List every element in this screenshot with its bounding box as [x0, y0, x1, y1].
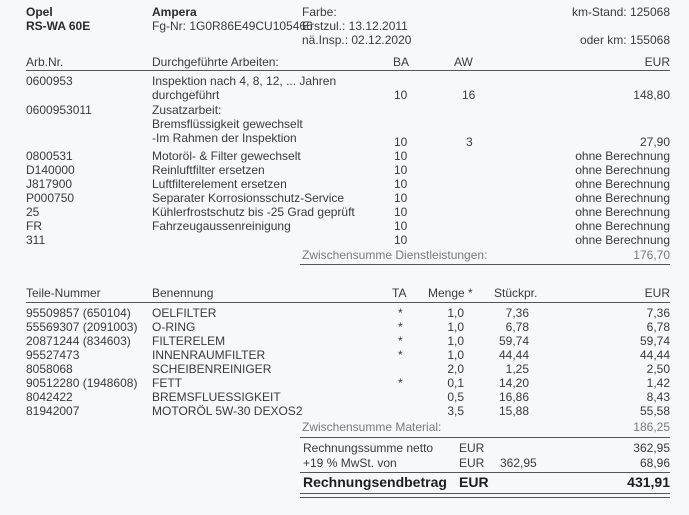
part-unit-price: 6,78 [505, 320, 529, 334]
part-qty: 1,0 [447, 320, 464, 334]
part-number: 20871244 (834603) [26, 334, 131, 348]
labor-arb-nr: P000750 [26, 191, 75, 205]
labor-description: Luftfilterelement ersetzen [152, 177, 287, 191]
labor-ba: 10 [394, 233, 408, 247]
header-qty: Menge * [428, 286, 473, 300]
part-qty: 0,1 [447, 376, 464, 390]
part-number: 81942007 [26, 404, 80, 418]
vat-value: 68,96 [639, 456, 670, 470]
part-unit-price: 44,44 [498, 348, 529, 362]
labor-arb-nr: FR [26, 219, 42, 233]
labor-ba: 10 [394, 219, 408, 233]
part-unit-price: 7,36 [505, 306, 529, 320]
header-eur: EUR [644, 55, 670, 69]
labor-eur: ohne Berechnung [575, 149, 670, 163]
header-eur: EUR [644, 286, 670, 300]
labor-aw: 3 [466, 135, 473, 149]
labor-description: Inspektion nach 4, 8, 12, ... Jahren [152, 74, 337, 88]
vat-base: 362,95 [500, 456, 537, 470]
labor-arb-nr: D140000 [26, 163, 75, 177]
labor-description: -Im Rahmen der Inspektion [152, 131, 297, 145]
labor-eur: ohne Berechnung [575, 205, 670, 219]
part-name: OELFILTER [152, 306, 217, 320]
final-total-currency: EUR [459, 474, 489, 490]
part-number: 55569307 (2091003) [26, 320, 138, 334]
part-qty: 1,0 [447, 348, 464, 362]
header-ta: TA [392, 286, 407, 300]
part-eur: 59,74 [639, 334, 670, 348]
final-total-label: Rechnungsendbetrag [303, 474, 447, 490]
labor-arb-nr: 0600953011 [26, 103, 92, 117]
labor-aw: 16 [462, 88, 476, 102]
labor-arb-nr: 0600953 [26, 74, 73, 88]
labor-eur: ohne Berechnung [575, 219, 670, 233]
part-ta: * [398, 376, 403, 390]
part-name: MOTORÖL 5W-30 DEXOS2 [152, 404, 303, 418]
net-total-label: Rechnungssumme netto [303, 441, 434, 455]
parts-subtotal-label: Zwischensumme Material: [302, 420, 442, 434]
part-unit-price: 1,25 [505, 362, 529, 376]
part-number: 95527473 [26, 348, 80, 362]
vat-label: +19 % MwSt. von [303, 456, 397, 470]
header-aw: AW [454, 55, 473, 69]
part-eur: 44,44 [639, 348, 670, 362]
labor-subtotal-label: Zwischensumme Dienstleistungen: [302, 248, 488, 262]
header-description: Durchgeführte Arbeiten: [152, 55, 279, 69]
net-total-value: 362,95 [633, 441, 670, 455]
part-qty: 0,5 [447, 390, 464, 404]
divider [26, 70, 670, 71]
labor-description: Zusatzarbeit: [152, 103, 222, 117]
part-name: FILTERELEM [152, 334, 226, 348]
header-part-name: Benennung [152, 286, 214, 300]
labor-arb-nr: 311 [26, 233, 46, 247]
part-qty: 3,5 [447, 404, 464, 418]
labor-eur: 148,80 [633, 88, 670, 102]
part-unit-price: 59,74 [498, 334, 529, 348]
labor-description: Motoröl- & Filter gewechselt [152, 149, 301, 163]
part-eur: 8,43 [646, 390, 670, 404]
labor-ba: 10 [394, 163, 408, 177]
labor-description: Bremsflüssigkeit gewechselt [152, 117, 303, 131]
part-ta: * [398, 334, 403, 348]
next-inspection: nä.Insp.: 02.12.2020 [302, 33, 412, 47]
net-total-currency: EUR [459, 441, 485, 455]
part-name: FETT [152, 376, 182, 390]
part-qty: 1,0 [447, 334, 464, 348]
part-eur: 1,42 [646, 376, 670, 390]
part-eur: 6,78 [646, 320, 670, 334]
part-name: O-RING [152, 320, 196, 334]
license-plate: RS-WA 60E [26, 19, 91, 33]
first-registration: Erstzul.: 13.12.2011 [302, 19, 408, 33]
km-stand: km-Stand: 125068 [571, 5, 670, 19]
labor-ba: 10 [394, 135, 408, 149]
part-eur: 7,36 [646, 306, 670, 320]
labor-subtotal-value: 176,70 [633, 248, 670, 262]
header-unit-price: Stückpr. [494, 286, 538, 300]
labor-arb-nr: J817900 [26, 177, 73, 191]
divider [300, 497, 670, 498]
labor-ba: 10 [394, 191, 408, 205]
labor-description: durchgeführt [152, 88, 220, 102]
divider [26, 302, 670, 303]
part-ta: * [398, 348, 403, 362]
labor-eur: 27,90 [639, 135, 670, 149]
part-number: 8042422 [26, 390, 73, 404]
part-name: SCHEIBENREINIGER [152, 362, 272, 376]
part-unit-price: 14,20 [498, 376, 529, 390]
labor-ba: 10 [394, 205, 408, 219]
part-name: INNENRAUMFILTER [152, 348, 266, 362]
labor-ba: 10 [394, 149, 408, 163]
part-qty: 2,0 [447, 362, 464, 376]
labor-eur: ohne Berechnung [575, 177, 670, 191]
labor-eur: ohne Berechnung [575, 163, 670, 177]
header-part-no: Teile-Nummer [26, 286, 101, 300]
part-name: BREMSFLUESSIGKEIT [152, 390, 281, 404]
labor-description: Separater Korrosionsschutz-Service [152, 191, 345, 205]
labor-description: Kühlerfrostschutz bis -25 Grad geprüft [152, 205, 355, 219]
labor-eur: ohne Berechnung [575, 233, 670, 247]
header-arb-nr: Arb.Nr. [26, 55, 64, 69]
part-eur: 2,50 [646, 362, 670, 376]
labor-description: Reinluftfilter ersetzen [152, 163, 265, 177]
labor-ba: 10 [394, 88, 408, 102]
final-total-value: 431,91 [627, 474, 670, 490]
labor-eur: ohne Berechnung [575, 191, 670, 205]
divider [300, 493, 670, 494]
labor-arb-nr: 25 [26, 205, 40, 219]
part-ta: * [398, 320, 403, 334]
divider [300, 264, 670, 265]
labor-ba: 10 [394, 177, 408, 191]
labor-description: Fahrzeugaussenreinigung [152, 219, 291, 233]
part-unit-price: 15,88 [498, 404, 529, 418]
part-ta: * [398, 306, 403, 320]
part-unit-price: 16,86 [498, 390, 529, 404]
vin-number: Fg-Nr: 1G0R86E49CU105466 [152, 19, 313, 33]
part-number: 95509857 (650104) [26, 306, 131, 320]
labor-arb-nr: 0800531 [26, 149, 73, 163]
part-qty: 1,0 [447, 306, 464, 320]
divider [300, 437, 670, 438]
vehicle-make: Opel [26, 5, 53, 19]
vat-currency: EUR [459, 456, 485, 470]
parts-subtotal-value: 186,25 [633, 420, 670, 434]
part-eur: 55,58 [639, 404, 670, 418]
or-km: oder km: 155068 [579, 33, 670, 47]
part-number: 8058068 [26, 362, 73, 376]
vehicle-model: Ampera [152, 5, 197, 19]
color-label: Farbe: [302, 5, 337, 19]
part-number: 90512280 (1948608) [26, 376, 138, 390]
header-ba: BA [393, 55, 410, 69]
divider [300, 472, 670, 473]
